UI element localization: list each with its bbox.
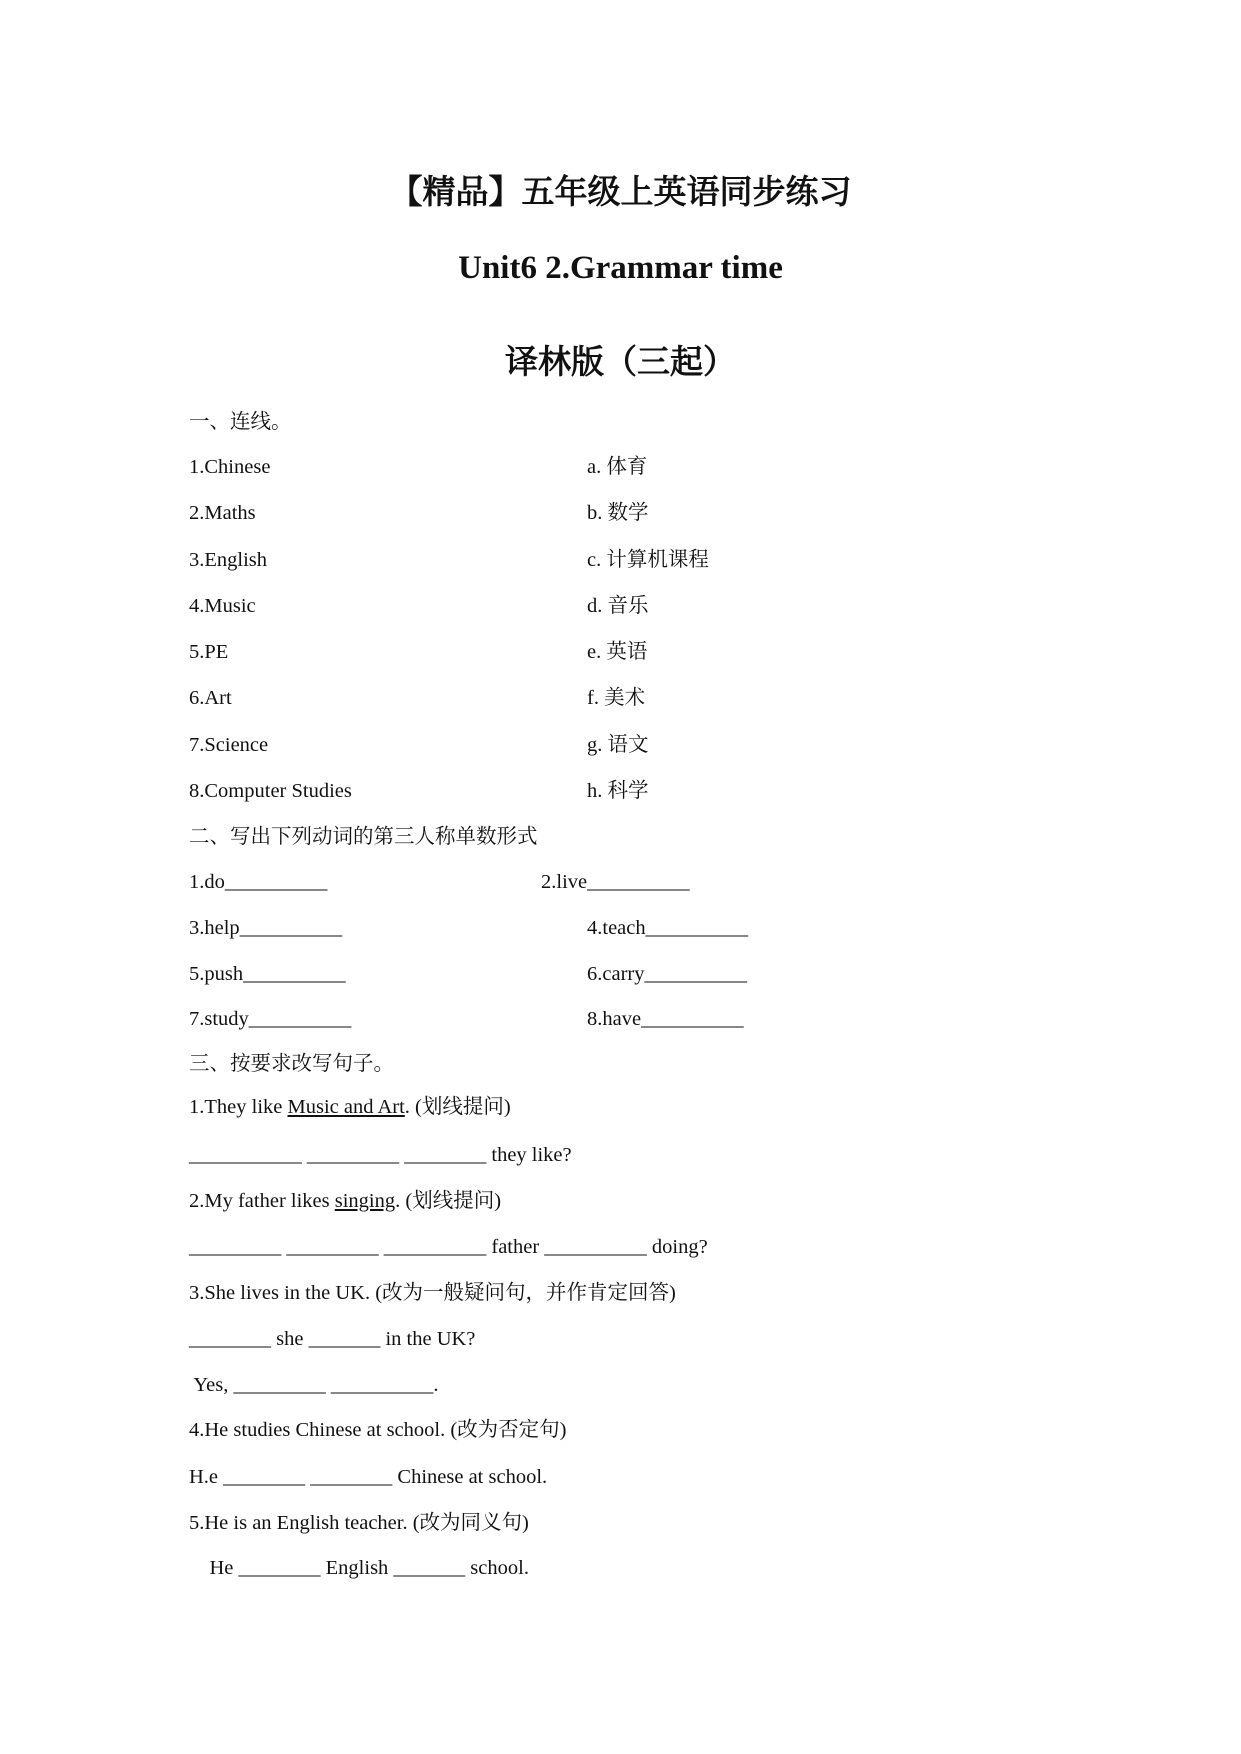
match-left-item: 6.Art (189, 687, 232, 709)
verb-item: 1.do__________ (189, 871, 328, 893)
match-right-item: b. 数学 (587, 502, 649, 524)
match-left-item: 5.PE (189, 641, 229, 663)
section1-heading: 一、连线。 (189, 411, 292, 433)
match-right-item: g. 语文 (587, 734, 649, 756)
title-unit: Unit6 2.Grammar time (458, 250, 783, 286)
answer-line-1: ___________ _________ ________ they like? (189, 1144, 572, 1166)
section2-heading: 二、写出下列动词的第三人称单数形式 (189, 826, 538, 848)
question-underlined: singing (334, 1190, 396, 1212)
question-3: 3.She lives in the UK. (改为一般疑问句，并作肯定回答) (189, 1282, 676, 1304)
question-post: . (划线提问) (404, 1096, 511, 1118)
match-left-item: 7.Science (189, 734, 269, 756)
match-left-item: 8.Computer Studies (189, 780, 352, 802)
verb-item: 3.help__________ (189, 917, 343, 939)
match-left-item: 4.Music (189, 595, 256, 617)
title-main: 【精品】五年级上英语同步练习 (389, 175, 852, 211)
match-right-item: h. 科学 (587, 780, 649, 802)
answer-line-2: _________ _________ __________ father __________ doing? (189, 1236, 708, 1258)
answer-line-3: ________ she _______ in the UK? (189, 1328, 476, 1350)
verb-item: 4.teach__________ (587, 917, 749, 939)
verb-item: 8.have__________ (587, 1008, 744, 1030)
section3-heading: 三、按要求改写句子。 (189, 1053, 394, 1075)
question-pre: 2.My father likes (189, 1190, 335, 1212)
question-underlined: Music and Art (287, 1096, 405, 1118)
match-right-item: a. 体育 (587, 456, 648, 478)
match-right-item: e. 英语 (587, 641, 648, 663)
question-post: . (划线提问) (395, 1190, 502, 1212)
answer-line-5: He ________ English _______ school. (189, 1557, 529, 1579)
match-left-item: 2.Maths (189, 502, 256, 524)
question-5: 5.He is an English teacher. (改为同义句) (189, 1512, 529, 1534)
match-right-item: c. 计算机课程 (587, 549, 709, 571)
title-edition: 译林版（三起） (505, 345, 736, 381)
verb-item: 7.study__________ (189, 1008, 352, 1030)
answer-line-3b: Yes, _________ __________. (189, 1374, 439, 1396)
question-pre: 1.They like (189, 1096, 288, 1118)
match-right-item: f. 美术 (587, 687, 646, 709)
answer-line-4: H.e ________ ________ Chinese at school. (189, 1466, 548, 1488)
question-2 (189, 1188, 501, 1214)
question-1 (189, 1094, 511, 1120)
verb-item: 6.carry__________ (587, 963, 747, 985)
match-left-item: 1.Chinese (189, 456, 271, 478)
verb-item: 2.live__________ (541, 871, 690, 893)
match-right-item: d. 音乐 (587, 595, 649, 617)
verb-item: 5.push__________ (189, 963, 346, 985)
question-4: 4.He studies Chinese at school. (改为否定句) (189, 1419, 567, 1441)
match-left-item: 3.English (189, 549, 268, 571)
